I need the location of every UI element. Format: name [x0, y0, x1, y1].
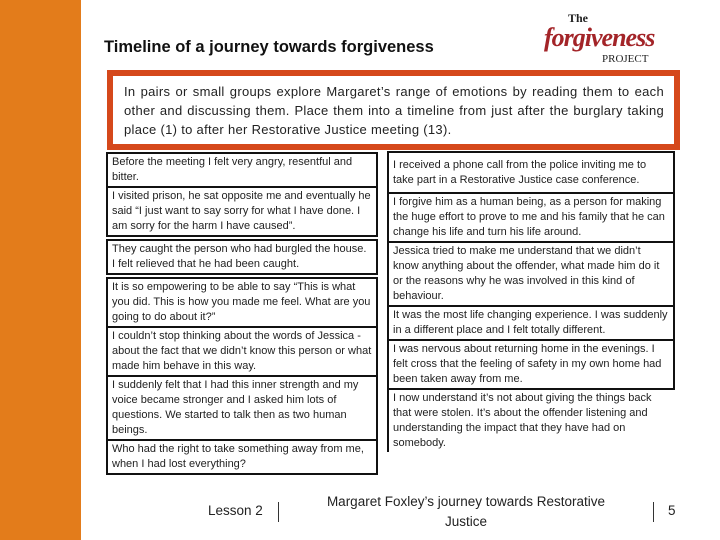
emotion-card[interactable]: I visited prison, he sat opposite me and eventually he said “I just want to say sorry for what I have done. I am sorry for the harm I have caused”. — [106, 186, 378, 237]
emotion-card[interactable]: Jessica tried to make me understand that we didn’t know anything about the offender, what made him do it or the reasons why he was involved in this kind of behaviour. — [387, 241, 675, 307]
emotion-card[interactable]: Before the meeting I felt very angry, resentful and bitter. — [106, 152, 378, 188]
logo-project: PROJECT — [602, 53, 649, 65]
emotion-card[interactable]: I suddenly felt that I had this inner strength and my voice became stronger and I asked him lots of questions. We started to talk then as two human beings. — [106, 375, 378, 441]
emotion-card[interactable]: I now understand it’s not about giving the things back that were stolen. It’s about the offender listening and understanding the impact that they have had on somebody. — [387, 388, 675, 452]
emotion-card[interactable]: They caught the person who had burgled the house. I felt relieved that he had been caught. — [106, 239, 378, 275]
instructions-text: In pairs or small groups explore Margaret’s range of emotions by reading them to each other and discussing them. Place them into a timeline from just after the burglary taking place (1) to after her Restorative Justice meeting (13). — [124, 84, 664, 137]
logo-name: forgiveness — [544, 23, 655, 52]
logo-the: The — [568, 11, 589, 25]
emotion-card[interactable]: I couldn’t stop thinking about the words of Jessica - about the fact that we didn’t know this person or what made him behave in this way. — [106, 326, 378, 377]
emotion-card[interactable]: Who had the right to take something away from me, when I had lost everything? — [106, 439, 378, 475]
forgiveness-project-logo — [544, 12, 684, 68]
emotion-card[interactable]: I forgive him as a human being, as a person for making the huge effort to prove to me and his family that he can change his life and turn his life around. — [387, 192, 675, 243]
lesson-label: Lesson 2 — [208, 503, 263, 518]
emotion-card[interactable]: It was the most life changing experience. I was suddenly in a different place and I felt totally different. — [387, 305, 675, 341]
footer-divider — [653, 502, 654, 522]
orange-sidebar — [0, 0, 81, 540]
page-title: Timeline of a journey towards forgiveness — [104, 38, 434, 56]
emotion-card[interactable]: I was nervous about returning home in the evenings. I felt cross that the feeling of safety in my own home had been taken away from me. — [387, 339, 675, 390]
emotion-card[interactable]: I received a phone call from the police inviting me to take part in a Restorative Justice case conference. — [387, 151, 675, 194]
emotion-card[interactable]: It is so empowering to be able to say “This is what you did. This is how you made me feel. What are you going to do about it?” — [106, 277, 378, 328]
page-number: 5 — [668, 503, 676, 518]
footer-divider — [278, 502, 279, 522]
footer-subtitle: Margaret Foxley’s journey towards Restorative Justice — [326, 494, 606, 529]
instructions-box — [107, 70, 680, 150]
right-card-column — [387, 151, 675, 452]
left-card-column — [106, 152, 378, 475]
